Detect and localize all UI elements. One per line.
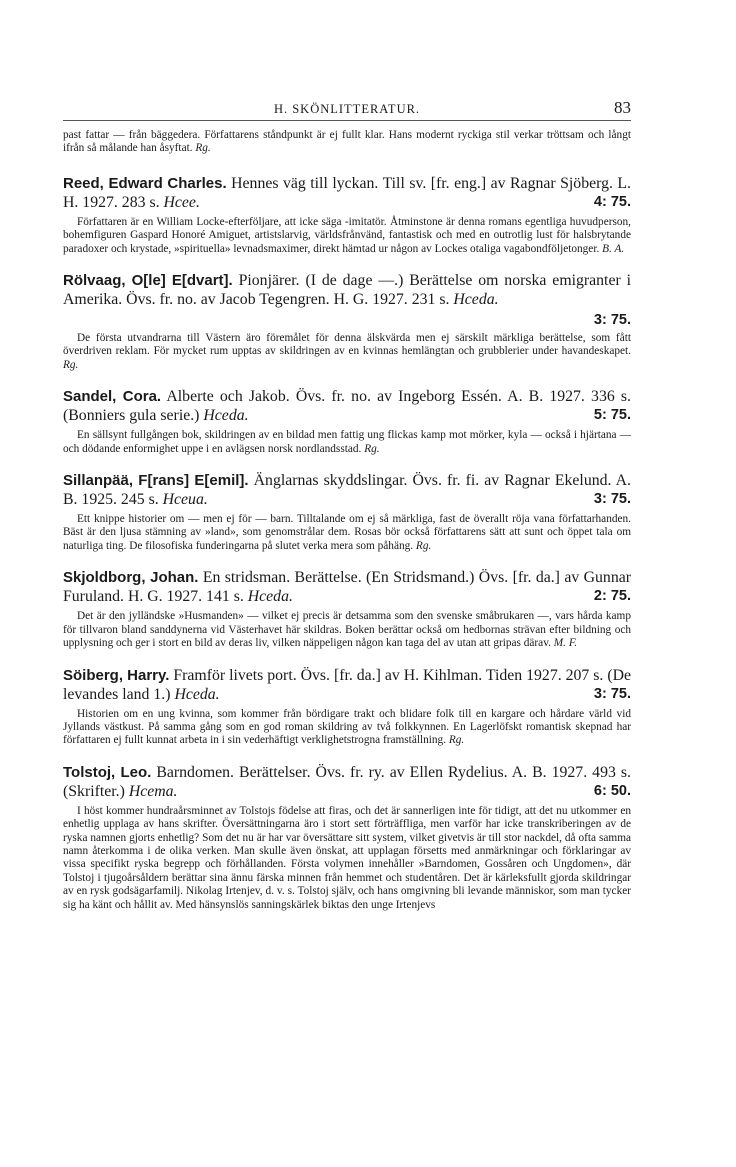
book-entry [63,568,631,650]
review-text [63,805,631,912]
author-name: Söiberg, Harry. [63,666,170,684]
continuation-paragraph [63,129,631,156]
review-text [63,332,631,372]
review-text [63,610,631,650]
library-code: Hcema. [128,782,178,800]
price: 6: 50. [593,782,631,799]
price-line [63,309,631,328]
reviewer-signature: Rg. [63,358,79,371]
reviewer-signature: B. A. [602,242,625,255]
review-body: De första utvandrarna till Västern äro föremålet för denna älskvärda men ej särskilt märkliga berättelse, som fått överdriven reklam. För mycket rum upptas av skildringen av en kvinnas hemlängtan och grubblerier under havandeskapet. [63,332,631,358]
book-details: Alberte och Jakob. Övs. fr. no. av Ingeborg Essén. A. B. 1927. 336 s. (Bonniers gula serie.) [63,388,631,425]
review-text [63,429,631,456]
price: 5: 75. [593,407,631,424]
entry-heading [63,666,631,704]
author-name: Rölvaag, O[le] E[dvart]. [63,272,233,290]
entry-heading [63,568,631,606]
continuation-text: past fattar — från bäggedera. Författarens ståndpunkt är ej fullt klar. Hans modernt ryckiga stil verkar tröttsam och långt ifrån så målande han åsyftat. [63,129,631,155]
author-name: Sillanpää, F[rans] E[emil]. [63,472,249,490]
book-details: Pionjärer. (I de dage —.) Berättelse om norska emigranter i Amerika. Övs. fr. no. av Jacob Tegengren. H. G. 1927. 231 s. [63,272,631,309]
library-code: Hceda. [203,407,249,425]
review-body: Författaren är en William Locke-efterföljare, att icke säga -imitatör. Åtminstone är denna romans egentliga huvudperson, bohemfiguren Gaspard Honoré Amiguet, artistslarvig, världsfrånvänd, fantastisk och med en outrotlig lust för halsbrytande paradoxer och krystade, »spirituella» levnadsmaximer, direkt hämtad ur någon av Lockes otaliga vagabondföljetonger. [63,215,631,255]
review-text [63,216,631,256]
review-body: I höst kommer hundraårsminnet av Tolstojs födelse att firas, och det är sannerligen inte för tidigt, att det nu utkommer en enhetlig upplaga av hans skrifter. Översättningarna äro i stort sett förträffliga, men varför har icke transkriberingen av de ryska namnen gjorts enhetlig? Som det nu är har var översättare sitt system, vilket givetvis är till stor nackdel, då ofta samma namn återkomma i de olika verken. Man skulle även önskat, att upplagan försetts med anmärkningar och förklaringar av vissa specifikt ryska begrepp och förhållanden. Första volymen innehåller »Barndomen, Gossåren och Ungdomen», där Tolstoj i tjugoårsåldern berättar sina ännu färska minnen från hemmet och studentåren. Det är kärleksfullt gjorda skildringar av en rysk godsägarfamilj. Nikolag Irtenjev, d. v. s. Tolstoj själv, och hans omgivning bli levande människor, som man tycker sig ha känt och hållit av. Med hänsynslös sanningskärlek biktas den unge Irtenjevs [63,804,631,911]
reviewer-signature: Rg. [364,442,380,455]
review-body: Historien om en ung kvinna, som kommer från bördigare trakt och blidare folk till en kargare och hårdare värld vid Jyllands västkust. På samma gång som en god roman skildring av två folkkynnen. En Lagerlöfskt romantisk skepnad har författaren ej fullt kunnat arbeta in i sin vederhäftigt verklighetstrogna framställning. [63,707,631,747]
price: 3: 75. [593,312,631,329]
book-details: Framför livets port. Övs. [fr. da.] av H. Kihlman. Tiden 1927. 207 s. (De levandes land 1.) [63,666,631,703]
page-header [63,98,631,121]
book-entry [63,174,631,256]
entry-heading [63,271,631,309]
entry-heading [63,174,631,212]
book-details: Änglarnas skyddslingar. Övs. fr. fi. av Ragnar Ekelund. A. B. 1925. 245 s. [63,472,631,509]
library-code: Hceda. [247,588,293,606]
price: 2: 75. [593,588,631,605]
price: 3: 75. [593,491,631,508]
reviewer-signature: Rg. [415,539,432,552]
review-text [63,708,631,748]
price: 3: 75. [593,685,631,702]
entry-heading [63,763,631,801]
document-page [63,98,631,927]
book-entry [63,271,631,372]
review-body: Det är den jylländske »Husmanden» — vilket ej precis är detsamma som den svenske småbrukaren —, vars hårda kamp för tillvaron bland sanddynerna vid Västerhavet här skildras. Boken berättar också om hedbornas strävan efter bildning och upplysning och ger i stort en bild av deras liv, vilken näppeligen någon kan taga del av utan att gripas därav. [63,610,631,650]
reviewer-signature: Rg. [448,734,465,747]
library-code: Hcee. [163,193,200,211]
author-name: Reed, Edward Charles. [63,174,227,192]
review-body: Ett knippe historier om — men ej för — barn. Tilltalande om ej så märkliga, fast de överallt röja vana författarhanden. Bäst är den ljusa stämning av »land», som genomstrålar dem. Rosas bör också författarens sätt att sunt och öppet tala om naturliga ting. De filosofiska funderingarna på slutet verka mera som påhäng. [63,513,631,552]
reviewer-signature: Rg. [195,142,211,155]
book-entry [63,387,631,456]
library-code: Hceda. [453,291,499,309]
page-number: 83 [614,98,631,117]
book-details: Barndomen. Berättelser. Övs. fr. ry. av Ellen Rydelius. A. B. 1927. 493 s. (Skrifter.) [63,763,632,800]
entry-heading [63,471,631,509]
author-name: Tolstoj, Leo. [63,763,152,781]
book-entry [63,763,631,912]
author-name: Sandel, Cora. [63,388,162,406]
book-entry [63,471,631,553]
book-details: Hennes väg till lyckan. Till sv. [fr. eng.] av Ragnar Sjöberg. L. H. 1927. 283 s. [63,174,632,211]
entry-heading [63,387,631,425]
author-name: Skjoldborg, Johan. [63,569,199,587]
book-entry [63,666,631,748]
section-title: H. SKÖNLITTERATUR. [273,102,421,116]
book-details: En stridsman. Berättelse. (En Stridsmand.) Övs. [fr. da.] av Gunnar Furuland. H. G. 1927. 141 s. [63,569,631,606]
review-text [63,513,631,553]
price: 4: 75. [593,193,631,210]
review-body: En sällsynt fullgången bok, skildringen av en bildad men fattig ung flickas kamp mot mörker, kyla — också i hjärtana — och dödande enformighet uppe i en avlägsen norsk nordlandsstad. [63,429,631,455]
library-code: Hceda. [174,685,220,703]
reviewer-signature: M. F. [553,637,578,650]
library-code: Hceua. [162,491,208,509]
